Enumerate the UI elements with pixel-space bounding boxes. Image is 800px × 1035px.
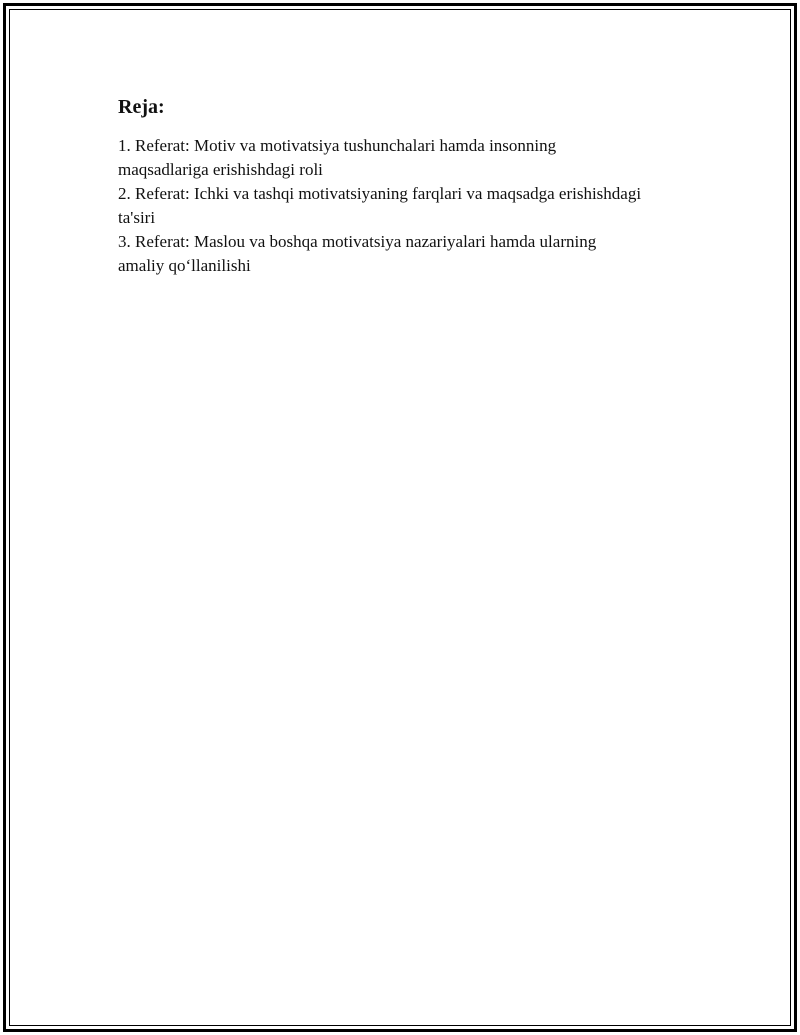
plan-item-3-line-2: amaliy qo‘llanilishi <box>118 256 251 275</box>
plan-list <box>118 134 698 278</box>
document-content <box>118 94 698 278</box>
plan-item-2-line-1: 2. Referat: Ichki va tashqi motivatsiyaning farqlari va maqsadga erishishdagi <box>118 184 642 203</box>
plan-item-3 <box>118 230 698 278</box>
plan-item-1-line-1: 1. Referat: Motiv va motivatsiya tushunchalari hamda insonning <box>118 136 557 155</box>
plan-heading: Reja: <box>118 96 165 118</box>
plan-item-2 <box>118 182 698 230</box>
plan-item-1 <box>118 134 698 182</box>
plan-item-1-line-2: maqsadlariga erishishdagi roli <box>118 160 323 179</box>
plan-item-3-line-1: 3. Referat: Maslou va boshqa motivatsiya nazariyalari hamda ularning <box>118 232 597 251</box>
plan-item-2-line-2: ta'siri <box>118 208 156 227</box>
